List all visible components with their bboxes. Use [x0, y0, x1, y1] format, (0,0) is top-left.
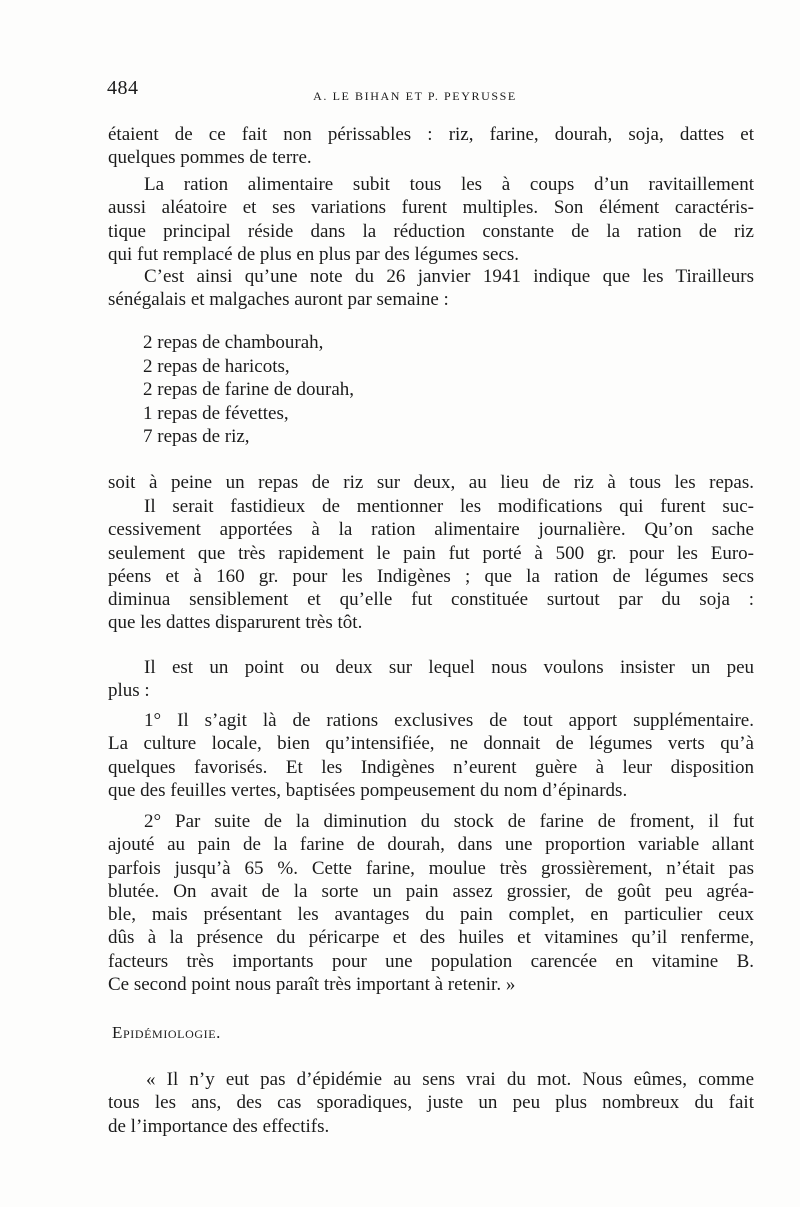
- text-line: étaient de ce fait non périssables : riz, farine, dourah, soja, dattes et: [108, 124, 754, 145]
- paragraph-summary: [108, 471, 754, 494]
- text-line: dûs à la présence du péricarpe et des huiles et vitamines qu’il renferme,: [108, 927, 754, 949]
- text-line: de l’importance des effectifs.: [108, 1115, 330, 1137]
- text-line: aussi aléatoire et ses variations furent multiples. Son élément caractéris-: [108, 197, 754, 219]
- list-item: 1 repas de févettes,: [143, 402, 289, 424]
- paragraph-point-1: [108, 709, 754, 802]
- text-line: ble, mais présentant les avantages du pain complet, en particulier ceux: [108, 904, 754, 926]
- paragraph-ration: [108, 173, 754, 266]
- list-item: 2 repas de haricots,: [143, 355, 290, 377]
- text-line: C’est ainsi qu’une note du 26 janvier 1941 indique que les Tirailleurs: [144, 266, 754, 287]
- list-item: 2 repas de farine de dourah,: [143, 379, 355, 400]
- text-line: tous les ans, des cas sporadiques, juste un peu plus nombreux du fait: [108, 1092, 754, 1114]
- text-line: diminua sensiblement et qu’elle fut constituée surtout par du soja :: [108, 589, 754, 611]
- section-heading: Epidémiologie.: [112, 1023, 222, 1042]
- text-line: 2° Par suite de la diminution du stock de farine de froment, il fut: [144, 811, 754, 832]
- paragraph-modifications: [108, 495, 754, 635]
- text-line: quelques favorisés. Et les Indigènes n’eurent guère à leur disposition: [108, 756, 754, 778]
- running-title: A. LE BIHAN ET P. PEYRUSSE: [313, 89, 517, 103]
- paragraph-note: [108, 265, 754, 312]
- text-line: seulement que très rapidement le pain fut porté à 500 gr. pour les Euro-: [108, 542, 754, 564]
- text-line: parfois jusqu’à 65 %. Cette farine, moulue très grossièrement, n’était pas: [108, 857, 754, 879]
- text-line: Il est un point ou deux sur lequel nous voulons insister un peu: [144, 657, 754, 678]
- text-line: péens et à 160 gr. pour les Indigènes ; que la ration de légumes secs: [108, 565, 754, 587]
- text-line: que les dattes disparurent très tôt.: [108, 612, 363, 634]
- text-line: La ration alimentaire subit tous les à coups d’un ravitaillement: [144, 174, 754, 195]
- text-line: Ce second point nous paraît très important à retenir. »: [108, 974, 516, 996]
- weekly-meal-list: [108, 331, 754, 449]
- paragraph-point-2: [108, 810, 754, 996]
- text-line: facteurs très importants pour une population carencée en vitamine B.: [108, 950, 754, 972]
- paragraph-epidemiology: [108, 1068, 754, 1138]
- text-line: 1° Il s’agit là de rations exclusives de tout apport supplémentaire.: [144, 710, 754, 731]
- text-line: ajouté au pain de la farine de dourah, dans une proportion variable allant: [108, 834, 754, 856]
- text-line: quelques pommes de terre.: [108, 147, 312, 169]
- text-line: qui fut remplacé de plus en plus par des légumes secs.: [108, 243, 520, 265]
- paragraph-points: [108, 656, 754, 703]
- text-line: soit à peine un repas de riz sur deux, au lieu de riz à tous les repas.: [108, 472, 754, 493]
- page-number: 484: [107, 77, 139, 99]
- text-line: « Il n’y eut pas d’épidémie au sens vrai du mot. Nous eûmes, comme: [146, 1069, 754, 1090]
- text-line: tique principal réside dans la réduction constante de la ration de riz: [108, 220, 754, 242]
- text-line: plus :: [108, 680, 150, 702]
- text-line: La culture locale, bien qu’intensifiée, ne donnait de légumes verts qu’à: [108, 733, 754, 755]
- text-line: que des feuilles vertes, baptisées pompeusement du nom d’épinards.: [108, 779, 628, 801]
- paragraph-continuation: [108, 123, 754, 170]
- text-line: blutée. On avait de la sorte un pain assez grossier, de goût peu agréa-: [108, 880, 754, 902]
- list-item: 7 repas de riz,: [143, 426, 250, 447]
- list-item: 2 repas de chambourah,: [143, 332, 324, 353]
- text-line: Il serait fastidieux de mentionner les modifications qui furent suc-: [144, 496, 754, 517]
- text-line: cessivement apportées à la ration alimentaire journalière. Qu’on sache: [108, 519, 754, 541]
- text-line: sénégalais et malgaches auront par semaine :: [108, 289, 449, 311]
